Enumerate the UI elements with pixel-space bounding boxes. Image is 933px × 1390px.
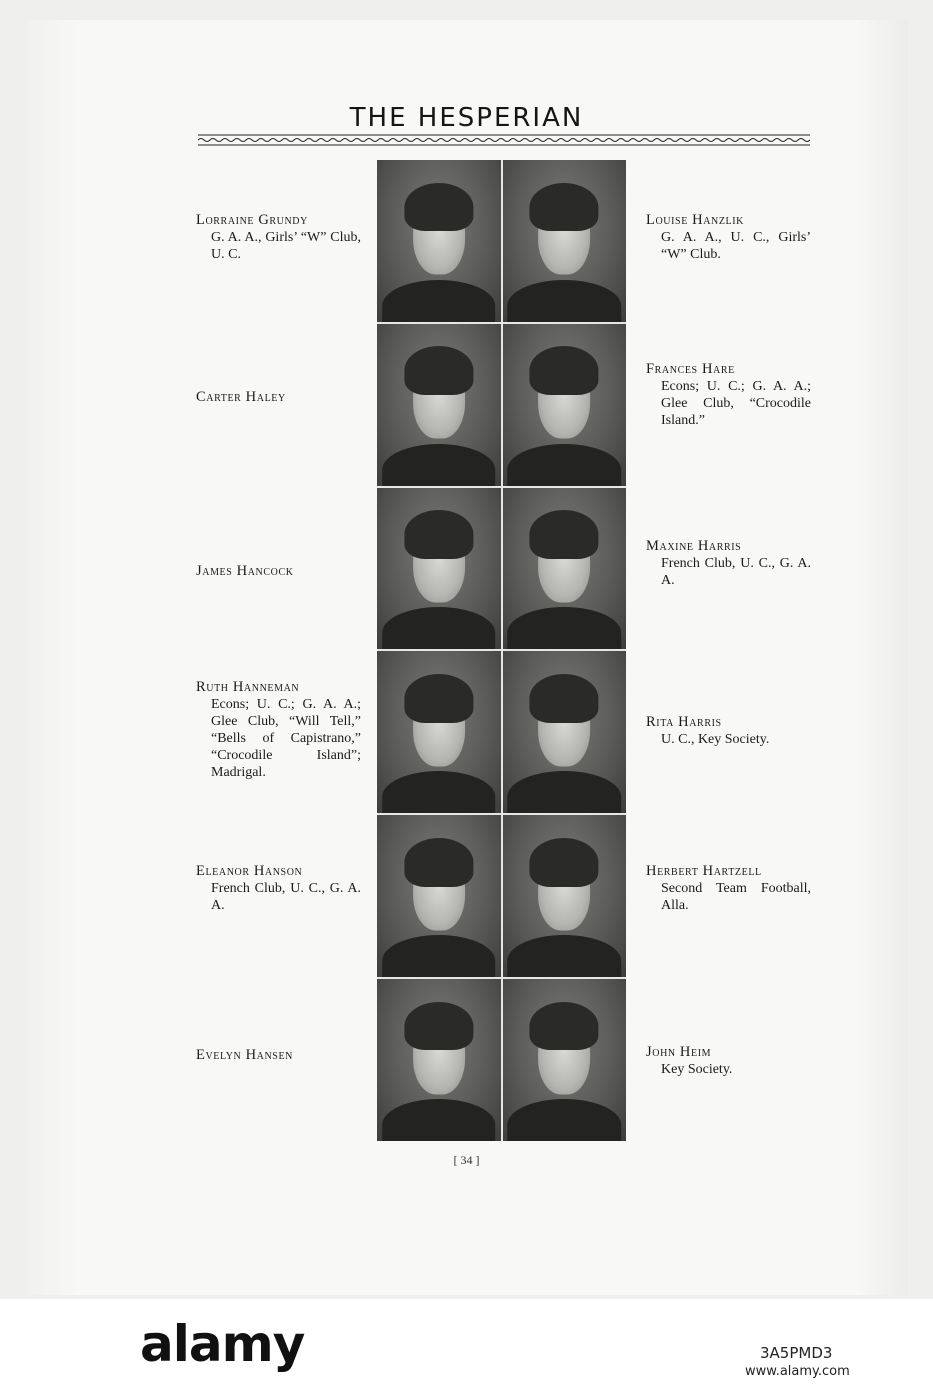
- student-name: Evelyn Hansen: [196, 1047, 293, 1063]
- portrait-louise-hanzlik: [503, 160, 627, 322]
- entry-left-5: [196, 863, 361, 914]
- entry-right-3: [646, 538, 811, 589]
- student-activities: Second Team Football, Alla.: [661, 881, 811, 913]
- portrait-john-heim: [503, 979, 627, 1141]
- portrait-frances-hare: [503, 324, 627, 486]
- page-number: [ 34 ]: [453, 1153, 480, 1167]
- portrait-herbert-hartzell: [503, 815, 627, 977]
- decorative-wavy-rule: [198, 133, 810, 147]
- student-activities: Key Society.: [661, 1062, 733, 1077]
- entry-left-2: [196, 389, 361, 406]
- entry-left-1: [196, 212, 361, 263]
- entry-left-3: [196, 563, 361, 580]
- student-activities: French Club, U. C., G. A. A.: [211, 881, 361, 913]
- student-name: John Heim: [646, 1044, 712, 1060]
- page-title: THE HESPERIAN: [349, 103, 584, 133]
- student-name: Rita Harris: [646, 714, 722, 730]
- student-activities: Econs; U. C.; G. A. A.; Glee Club, “Will Tell,” “Bells of Capistrano,” “Crocodile Island”; Madrigal.: [211, 697, 361, 780]
- student-activities: G. A. A., U. C., Girls’ “W” Club.: [661, 230, 811, 262]
- entry-left-4: [196, 679, 361, 781]
- student-activities: U. C., Key Society.: [661, 732, 770, 747]
- portrait-eleanor-hanson: [377, 815, 501, 977]
- portrait-lorraine-grundy: [377, 160, 501, 322]
- entry-right-6: [646, 1044, 811, 1078]
- portrait-james-hancock: [377, 488, 501, 650]
- student-name: Louise Hanzlik: [646, 212, 745, 228]
- student-name: Lorraine Grundy: [196, 212, 308, 228]
- student-activities: French Club, U. C., G. A. A.: [661, 556, 811, 588]
- portrait-grid: [377, 160, 626, 1141]
- portrait-ruth-hanneman: [377, 651, 501, 813]
- student-name: Herbert Hartzell: [646, 863, 762, 879]
- watermark-logo: alamy: [140, 1315, 305, 1373]
- student-name: Maxine Harris: [646, 538, 742, 554]
- student-name: Ruth Hanneman: [196, 679, 300, 695]
- entry-right-1: [646, 212, 811, 263]
- student-name: Eleanor Hanson: [196, 863, 303, 879]
- watermark-url: www.alamy.com: [745, 1364, 850, 1379]
- student-activities: Econs; U. C.; G. A. A.; Glee Club, “Crocodile Island.”: [661, 379, 811, 428]
- entry-right-4: [646, 714, 811, 748]
- student-name: Frances Hare: [646, 361, 735, 377]
- student-name: James Hancock: [196, 563, 294, 579]
- portrait-evelyn-hansen: [377, 979, 501, 1141]
- portrait-maxine-harris: [503, 488, 627, 650]
- portrait-carter-haley: [377, 324, 501, 486]
- entry-right-5: [646, 863, 811, 914]
- portrait-rita-harris: [503, 651, 627, 813]
- entry-left-6: [196, 1047, 361, 1064]
- image-id-label: 3A5PMD3: [760, 1344, 833, 1362]
- entry-right-2: [646, 361, 811, 429]
- student-name: Carter Haley: [196, 389, 286, 405]
- student-activities: G. A. A., Girls’ “W” Club, U. C.: [211, 230, 361, 262]
